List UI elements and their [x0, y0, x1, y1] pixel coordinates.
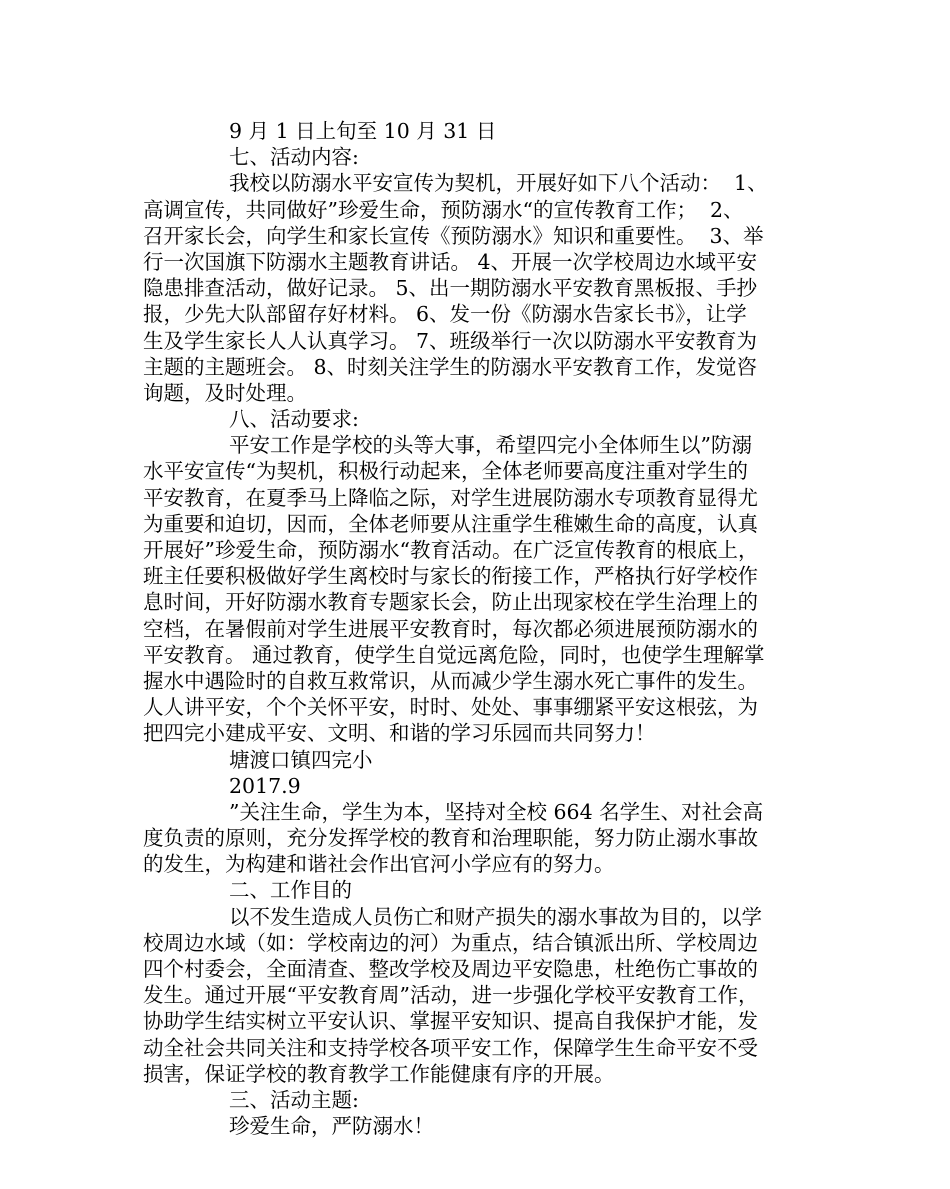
signature: 塘渡口镇四完小 — [229, 747, 373, 772]
text-line: 协助学生结实树立平安认识、掌握平安知识、提高自我保护才能，发 — [143, 1009, 758, 1034]
text-line: 水平安宣传“为契机，积极行动起来，全体老师要高度注重对学生的 — [143, 459, 748, 484]
text-line: ”关注生命，学生为本，坚持对全校 664 名学生、对社会高 — [229, 799, 764, 824]
text-line: 度负责的原则，充分发挥学校的教育和治理职能，努力防止溺水事故 — [143, 826, 758, 851]
text-line: 动全社会共同关注和支持学校各项平安工作，保障学生生命平安不受 — [143, 1035, 758, 1060]
text-line: 以不发生造成人员伤亡和财产损失的溺水事故为目的，以学 — [229, 904, 762, 929]
text-line: 发生。通过开展“平安教育周”活动，进一步强化学校平安教育工作， — [143, 983, 759, 1008]
text-line: 开展好”珍爱生命，预防溺水“教育活动。在广泛宣传教育的根底上， — [143, 538, 759, 562]
text-line: 生及学生家长人人认真学习。 7、班级举行一次以防溺水平安教育为 — [143, 328, 758, 353]
text-line: 高调宣传，共同做好”珍爱生命，预防溺水“的宣传教育工作； 2、 — [143, 197, 744, 222]
text-line: 平安教育。 通过教育，使学生自觉远离危险，同时，也使学生理解掌 — [143, 642, 765, 667]
text-line: 的发生，为构建和谐社会作出官河小学应有的努力。 — [143, 852, 615, 877]
text-line: 平安工作是学校的头等大事，希望四完小全体师生以”防溺 — [229, 433, 752, 458]
text-line: 为重要和迫切，因而，全体老师要从注重学生稚嫩生命的高度，认真 — [143, 511, 758, 536]
text-line: 损害，保证学校的教育教学工作能健康有序的开展。 — [143, 1061, 615, 1086]
text-line: 班主任要积极做好学生离校时与家长的衔接工作，严格执行好学校作 — [143, 564, 758, 589]
text-line: 把四完小建成平安、文明、和谐的学习乐园而共同努力！ — [143, 721, 656, 746]
goal-paragraph — [143, 904, 823, 1087]
text-line: 空档，在暑假前对学生进展平安教育时，每次都必须进展预防溺水的 — [143, 616, 758, 641]
sign-date: 2017.9 — [229, 773, 301, 798]
activity-theme: 珍爱生命，严防溺水！ — [229, 1114, 434, 1139]
text-line: 报，少先大队部留存好材料。 6、发一份《防溺水告家长书》，让学 — [143, 302, 747, 327]
text-line: 四个村委会，全面清查、整改学校及周边平安隐患，杜绝伤亡事故的 — [143, 957, 758, 981]
text-line: 我校以防溺水平安宣传为契机，开展好如下八个活动： 1、 — [229, 171, 768, 196]
text-line: 校周边水域（如：学校南边的河）为重点，结合镇派出所、学校周边 — [143, 930, 758, 955]
text-line: 主题的主题班会。 8、时刻关注学生的防溺水平安教育工作，发觉咨 — [143, 354, 758, 379]
text-line: 询题，及时处理。 — [143, 380, 307, 405]
requirements-paragraph — [143, 432, 823, 746]
heading-activity-requirements: 八、活动要求: — [229, 407, 359, 432]
intro-paragraph — [143, 799, 823, 878]
text-line: 行一次国旗下防溺水主题教育讲话。 4、开展一次学校周边水域平安 — [143, 249, 758, 274]
text-line: 召开家长会，向学生和家长宣传《预防溺水》知识和重要性。 3、举 — [143, 223, 764, 248]
text-line: 隐患排查活动，做好记录。 5、出一期防溺水平安教育黑板报、手抄 — [143, 276, 758, 301]
text-line: 人人讲平安，个个关怀平安，时时、处处、事事绷紧平安这根弦，为 — [143, 695, 758, 720]
activity-content-paragraph — [143, 170, 823, 406]
heading-work-goal: 二、工作目的 — [229, 878, 352, 903]
text-line: 平安教育，在夏季马上降临之际，对学生进展防溺水专项教育显得尤 — [143, 485, 758, 510]
date-range: 9 月 1 日上旬至 10 月 31 日 — [229, 119, 497, 143]
text-line: 握水中遇险时的自救互救常识，从而减少学生溺水死亡事件的发生。 — [143, 668, 758, 693]
document-body — [143, 118, 823, 1139]
heading-activity-content: 七、活动内容: — [229, 145, 359, 170]
text-line: 息时间，开好防溺水教育专题家长会，防止出现家校在学生治理上的 — [143, 590, 758, 615]
heading-activity-theme: 三、活动主题: — [229, 1087, 359, 1112]
